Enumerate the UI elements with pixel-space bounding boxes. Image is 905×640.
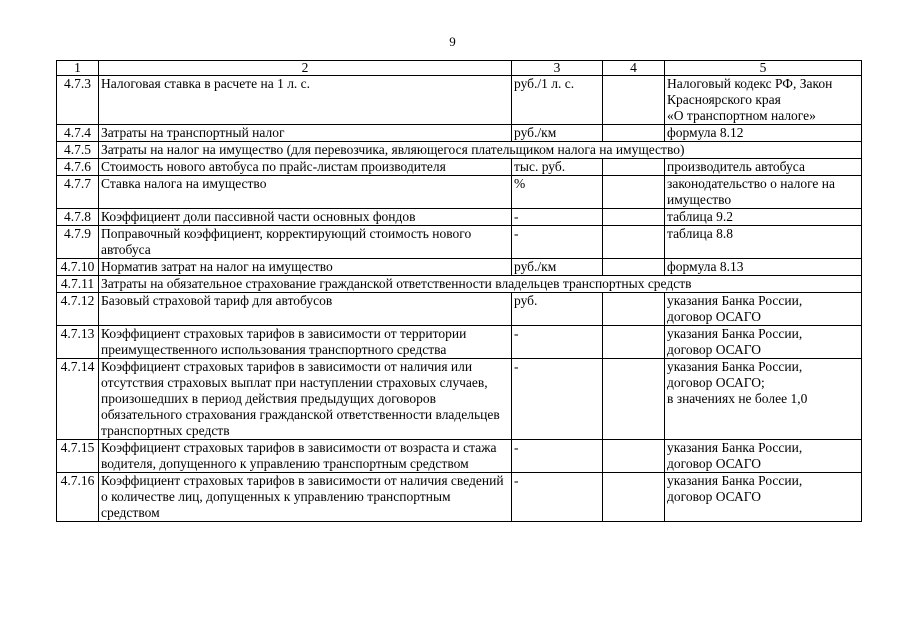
row-number: 4.7.4: [57, 125, 99, 142]
table-row: [57, 473, 862, 522]
source-line: законодательство о налоге на: [667, 176, 836, 191]
source-line: договор ОСАГО;: [667, 375, 765, 390]
document-table: [56, 60, 862, 522]
row-number: 4.7.7: [57, 176, 99, 209]
column-header-5: 5: [665, 61, 862, 76]
value-cell: [603, 159, 665, 176]
table-row: [57, 159, 862, 176]
table-row: [57, 125, 862, 142]
indicator-name: Стоимость нового автобуса по прайс-листам производителя: [99, 159, 512, 176]
unit-of-measure: руб./1 л. с.: [512, 76, 603, 125]
indicator-name: Коэффициент доли пассивной части основных фондов: [99, 209, 512, 226]
unit-of-measure: руб./км: [512, 259, 603, 276]
source-line: таблица 9.2: [667, 209, 734, 224]
source-cell: [665, 473, 862, 522]
value-cell: [603, 76, 665, 125]
source-line: формула 8.12: [667, 125, 744, 140]
row-number: 4.7.10: [57, 259, 99, 276]
value-cell: [603, 176, 665, 209]
table-row: [57, 142, 862, 159]
indicator-name: Коэффициент страховых тарифов в зависимости от возраста и стажа водителя, допущенного к управлению транспортным средством: [99, 440, 512, 473]
indicator-name: Ставка налога на имущество: [99, 176, 512, 209]
row-number: 4.7.6: [57, 159, 99, 176]
header-row: [57, 61, 862, 76]
unit-of-measure: тыс. руб.: [512, 159, 603, 176]
indicator-name: Налоговая ставка в расчете на 1 л. с.: [99, 76, 512, 125]
value-cell: [603, 293, 665, 326]
unit-of-measure: -: [512, 440, 603, 473]
source-line: указания Банка России,: [667, 473, 803, 488]
indicator-name: Коэффициент страховых тарифов в зависимости от наличия сведений о количестве лиц, допущенных к управлению транспортным средством: [99, 473, 512, 522]
row-number: 4.7.13: [57, 326, 99, 359]
table-body: [57, 76, 862, 522]
value-cell: [603, 125, 665, 142]
source-line: договор ОСАГО: [667, 309, 761, 324]
source-cell: [665, 159, 862, 176]
source-cell: [665, 76, 862, 125]
value-cell: [603, 326, 665, 359]
unit-of-measure: руб.: [512, 293, 603, 326]
source-line: договор ОСАГО: [667, 342, 761, 357]
value-cell: [603, 226, 665, 259]
source-line: договор ОСАГО: [667, 489, 761, 504]
source-cell: [665, 293, 862, 326]
indicator-name: Коэффициент страховых тарифов в зависимости от наличия или отсутствия страховых выплат при наступлении страховых случаев, произошедших в период действия предыдущих договоров обязательного страхования гражданской ответственности владельцев транспортных средств: [99, 359, 512, 440]
source-line: формула 8.13: [667, 259, 744, 274]
source-cell: [665, 326, 862, 359]
table-row: [57, 259, 862, 276]
row-number: 4.7.5: [57, 142, 99, 159]
source-line: указания Банка России,: [667, 293, 803, 308]
row-number: 4.7.12: [57, 293, 99, 326]
source-line: имущество: [667, 192, 732, 207]
source-cell: [665, 226, 862, 259]
row-number: 4.7.14: [57, 359, 99, 440]
section-heading: Затраты на налог на имущество (для перевозчика, являющегося плательщиком налога на имущество): [99, 142, 862, 159]
value-cell: [603, 440, 665, 473]
indicator-name: Базовый страховой тариф для автобусов: [99, 293, 512, 326]
column-header-2: 2: [99, 61, 512, 76]
row-number: 4.7.3: [57, 76, 99, 125]
source-cell: [665, 440, 862, 473]
row-number: 4.7.9: [57, 226, 99, 259]
unit-of-measure: %: [512, 176, 603, 209]
value-cell: [603, 359, 665, 440]
row-number: 4.7.15: [57, 440, 99, 473]
indicator-name: Коэффициент страховых тарифов в зависимости от территории преимущественного использования транспортного средства: [99, 326, 512, 359]
table-row: [57, 209, 862, 226]
source-cell: [665, 209, 862, 226]
column-header-3: 3: [512, 61, 603, 76]
indicator-name: Норматив затрат на налог на имущество: [99, 259, 512, 276]
value-cell: [603, 473, 665, 522]
value-cell: [603, 259, 665, 276]
table-row: [57, 440, 862, 473]
table-row: [57, 276, 862, 293]
table-row: [57, 226, 862, 259]
table-row: [57, 293, 862, 326]
table-row: [57, 76, 862, 125]
source-line: указания Банка России,: [667, 359, 803, 374]
indicator-name: Затраты на транспортный налог: [99, 125, 512, 142]
section-heading: Затраты на обязательное страхование гражданской ответственности владельцев транспортных средств: [99, 276, 862, 293]
source-line: Налоговый кодекс РФ, Закон: [667, 76, 833, 91]
row-number: 4.7.11: [57, 276, 99, 293]
source-cell: [665, 125, 862, 142]
value-cell: [603, 209, 665, 226]
row-number: 4.7.8: [57, 209, 99, 226]
unit-of-measure: -: [512, 359, 603, 440]
source-line: «О транспортном налоге»: [667, 108, 816, 123]
source-cell: [665, 176, 862, 209]
table-row: [57, 176, 862, 209]
page-number: 9: [449, 34, 456, 49]
row-number: 4.7.16: [57, 473, 99, 522]
table-row: [57, 359, 862, 440]
unit-of-measure: -: [512, 209, 603, 226]
unit-of-measure: -: [512, 326, 603, 359]
source-line: указания Банка России,: [667, 326, 803, 341]
source-cell: [665, 259, 862, 276]
source-cell: [665, 359, 862, 440]
indicator-name: Поправочный коэффициент, корректирующий стоимость нового автобуса: [99, 226, 512, 259]
table-row: [57, 326, 862, 359]
source-line: таблица 8.8: [667, 226, 734, 241]
column-header-1: 1: [57, 61, 99, 76]
source-line: Красноярского края: [667, 92, 781, 107]
unit-of-measure: -: [512, 226, 603, 259]
source-line: указания Банка России,: [667, 440, 803, 455]
column-header-4: 4: [603, 61, 665, 76]
source-line: производитель автобуса: [667, 159, 805, 174]
source-line: договор ОСАГО: [667, 456, 761, 471]
source-line: в значениях не более 1,0: [667, 391, 808, 406]
unit-of-measure: -: [512, 473, 603, 522]
unit-of-measure: руб./км: [512, 125, 603, 142]
